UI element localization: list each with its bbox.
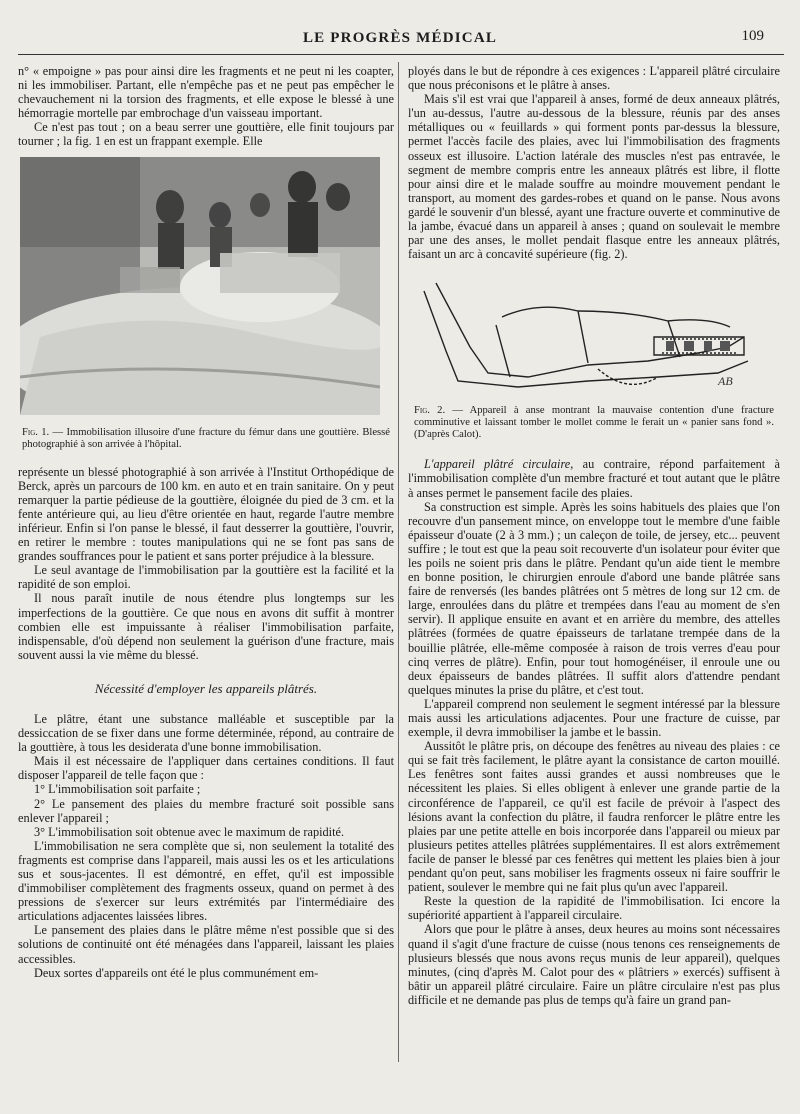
figure-1-photograph [20, 157, 380, 415]
paragraph: Alors que pour le plâtre à anses, deux heures au moins sont nécessaires quand il s'agit d'une fracture de cuisse (nous tenons ces renseignements de plusieurs blessés que nous avons reçus munis de leur appareil), quelques minutes, (cinq d'après M. Calot pour des « plâtriers » exercés) suffisent à bâtir un appareil plâtré circulaire. Faire un plâtre circulaire n'est pas plus difficile et ne demande pas plus de temps qu'à faire un grand pan- [408, 922, 780, 1007]
list-item: 2° Le pansement des plaies du membre fracturé soit possible sans enlever l'appareil ; [18, 796, 394, 825]
figure-2-label: Fig. 2. [414, 405, 446, 417]
paragraph: Il nous paraît inutile de nous étendre plus longtemps sur les imperfections de la gouttière. Ce que nous en avons dit suffit à montrer combien elle est impuissante à réaliser l'immobilisation parfaite, indispensable, d'où dépend non seulement la guérison d'une fracture, mais souvent aussi la vie même du blessé. [18, 591, 394, 662]
paragraph: Mais s'il est vrai que l'appareil à anses, formé de deux anneaux plâtrés, l'un au-dessus, l'autre au-dessous de la blessure, réunis par des anses métalliques ou « feuillards » qui forment ponts par-dessus la blessure, permet l'accès facile des plaies, avec lui l'immobilisation des fragments osseux est illusoire. L'action latérale des muscles n'est pas entravée, le segment de membre compris entre les anneaux plâtrés est libre, il flotte pour ainsi dire et le malade souffre au moindre mouvement pendant le transport, au moment des gardes-robes et quand on le panse. Nous avons gardé le souvenir d'un blessé, ayant une fracture ouverte et comminutive de la jambe, évacué dans un appareil à anses ; quand on soulevait le membre par une des anses, le mollet pendait flasque entre les anneaux plâtrés, faisant un arc à concavité supérieure (fig. 2). [408, 92, 780, 262]
paragraph-text: , au contraire, répond parfaitement à l'immobilisation complète d'un membre fracturé et tout autant que le plâtre à anses permet le pansement facile des plaies. [408, 457, 780, 500]
paragraph: Mais il est nécessaire de l'appliquer dans certaines conditions. Il faut disposer l'appareil de telle façon que : [18, 754, 394, 783]
paragraph: Sa construction est simple. Après les soins habituels des plaies que l'on recouvre d'un pansement mince, on enveloppe tout le membre d'une faible épaisseur d'ouate (2 à 3 mm.) ; un caleçon de toile, de jersey, etc... peuvent suffire ; le tout est que la peau soit recouverte d'un isolateur pour éviter que les poils ne soient pris dans le plâtre. Pendant qu'un aide tient le membre en bonne position, le chirurgien enroule d'abord une bande plâtrée sans faire de renversés (les bandes plâtrées ont 5 mètres de long sur 12 cm. de large, enroulées dans du plâtre et trempées dans l'eau au moment de s'en servir). Il applique ensuite en avant et en arrière du membre, des attelles plâtrées (formées de quatre épaisseurs de tarlatane trempée dans de la bouillie plâtrée, elle-même composée à raison de trois verres d'eau pour cinq verres de plâtre). Enfin, pour tout homogénéiser, il enroule une ou deux épaisseurs de bandes plâtrées. Il suffit alors d'attendre pendant quelques minutes la prise du plâtre, et c'est tout. [408, 499, 780, 697]
figure-2-caption [414, 405, 774, 441]
paragraph: L'immobilisation ne sera complète que si, non seulement la totalité des fragments est comprise dans l'appareil, mais aussi les os et les articulations sus et sous-jacentes. Il est démontré, en effet, qu'il est impossible d'immobiliser complètement des fragments osseux, quand on permet à des pressions de s'exercer sur leurs extrémités par l'intermédiaire des articulations adjacentes laissées libres. [18, 838, 394, 924]
paragraph: n° « empoigne » pas pour ainsi dire les fragments et ne peut ni les coapter, ni les immobiliser. Partant, elle n'empêche pas et ne peut pas empêcher le chevauchement ni la torsion des fragments, et elle expose le blessé à une hémorragie mortelle par embrochage d'un vaisseau important. [18, 64, 394, 121]
header-rule [18, 54, 784, 55]
paragraph: Le pansement des plaies dans le plâtre même n'est possible que si des solutions de continuité ont été ménagées dans l'appareil, laissant les plaies accessibles. [18, 923, 394, 966]
figure-2-signature: AB [718, 374, 733, 389]
column-divider [398, 62, 399, 1062]
list-item: 3° L'immobilisation soit obtenue avec le maximum de rapidité. [34, 824, 345, 839]
left-column [18, 64, 394, 980]
figure-2-drawing [418, 277, 758, 395]
figure-1-caption-text: — Immobilisation illusoire d'une fracture du fémur dans une gouttière. Blessé photographié à son arrivée à l'hôpital. [22, 426, 390, 450]
paragraph: Le plâtre, étant une substance malléable et susceptible par la dessiccation de se fixer dans une forme déterminée, répond, au contraire de la gouttière, à tous les desiderata d'une bonne immobilisation. [18, 711, 394, 755]
paragraph: représente un blessé photographié à son arrivée à l'Institut Orthopédique de Berck, après un parcours de 100 km. en auto et en train sanitaire. On y peut remarquer la partie pédieuse de la gouttière, éloignée du pied de 3 cm. et la fente antérieure qui, au lieu d'être orientée en haut, regarde l'autre membre inférieur. Enfin si l'on panse le blessé, il faut desserrer la gouttière, l'ouvrir, en retirer le membre : toutes manipulations qui ne se font pas sans de grandes souffrances pour le patient et sans porter préjudice à la blessure. [18, 464, 394, 564]
paragraph: Reste la question de la rapidité de l'immobilisation. Ici encore la supériorité appartient à l'appareil circulaire. [408, 894, 780, 923]
paragraph: Aussitôt le plâtre pris, on découpe des fenêtres au niveau des plaies : ce qui se fait très facilement, le plâtre ayant la consistance de carton mouillé. Les fenêtres sont faites aussi grandes et aussi nombreuses que le nécessitent les plaies. Si elles obligent à enlever une grande partie de la circonférence de l'appareil, ce qu'il est facile de prévoir à l'aspect des lésions avant la confection du plâtre, il faudra renforcer le plâtre entre les plaies par une petite attelle en bois incorporée dans l'appareil ou mieux par plusieurs petites attelles plâtrées supplémentaires. Il est alors extrêmement facile de panser le blessé par ces fenêtres qui mettent les plaies bien à jour pendant qu'on peut, sans mobiliser les fragments osseux ni faire souffrir le patient, soulever le membre qui ne fait plus qu'un avec l'appareil. [408, 739, 780, 895]
right-column [408, 64, 780, 1007]
paragraph [408, 457, 780, 499]
photo-illustration [20, 157, 380, 415]
paragraph: Deux sortes d'appareils ont été le plus communément em- [34, 965, 319, 980]
emphasis: L'appareil plâtré circulaire [424, 457, 571, 472]
figure-2-caption-text: — Appareil à anse montrant la mauvaise contention d'une fracture comminutive et laissant tomber le mollet comme le ferait un « panier sans fond ». (D'après Calot). [414, 405, 774, 441]
running-header [0, 26, 800, 52]
list-item: 1° L'immobilisation soit parfaite ; [34, 782, 201, 797]
paragraph: Ce n'est pas tout ; on a beau serrer une gouttière, elle finit toujours par tourner ; la fig. 1 en est un frappant exemple. Elle [18, 120, 394, 149]
paragraph: L'appareil comprend non seulement le segment intéressé par la blessure mais aussi les articulations adjacentes. Pour une fracture de cuisse, par exemple, il devra immobiliser la jambe et le bassin. [408, 696, 780, 740]
section-heading: Nécessité d'employer les appareils plâtrés. [94, 680, 318, 696]
page-number: 109 [741, 28, 764, 44]
leg-cast-drawing [418, 277, 758, 395]
figure-1-caption [22, 427, 390, 451]
journal-title: LE PROGRÈS MÉDICAL [302, 30, 498, 46]
paragraph: Le seul avantage de l'immobilisation par la gouttière est la facilité et la rapidité de son emploi. [18, 563, 394, 592]
paragraph: ployés dans le but de répondre à ces exigences : L'appareil plâtré circulaire que nous préconisons et le plâtre à anses. [408, 64, 780, 93]
figure-1-label: Fig. 1. [22, 426, 50, 438]
